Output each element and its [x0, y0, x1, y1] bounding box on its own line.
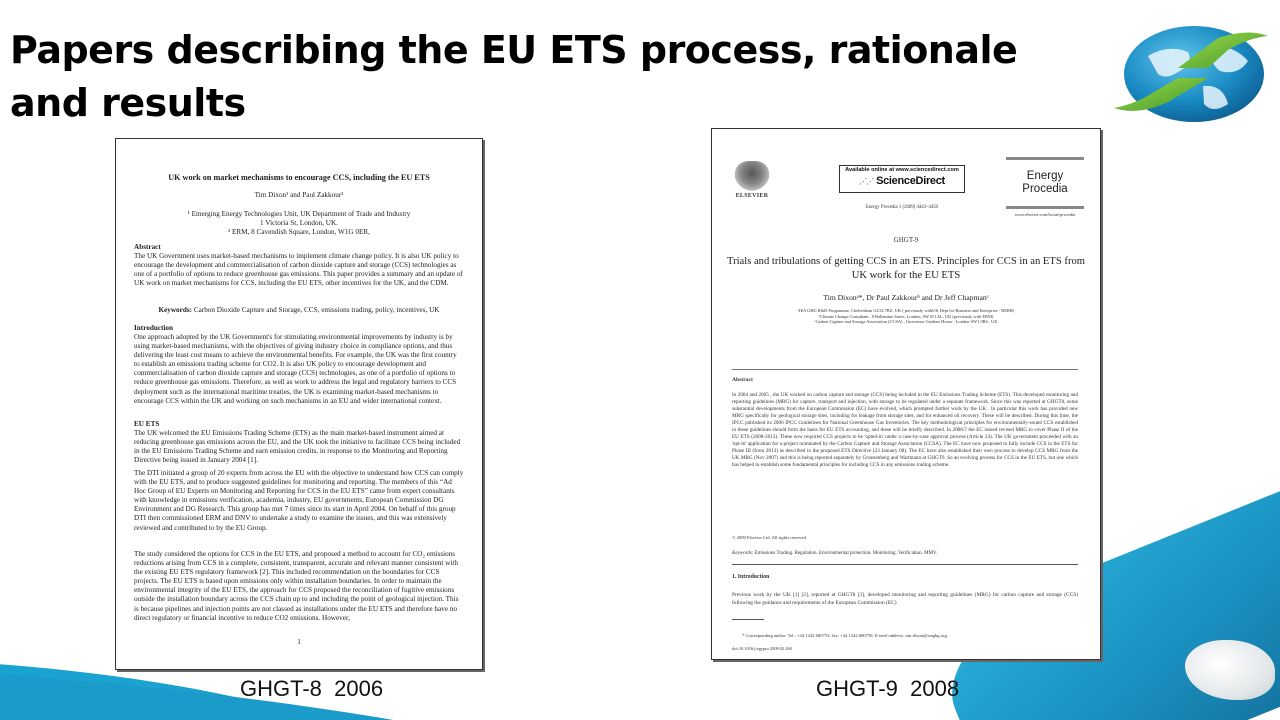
- divider: [1006, 157, 1084, 160]
- affiliation-line: 1 Victoria St, London, UK.: [260, 218, 338, 227]
- paper-ghgt8-page: [115, 138, 483, 670]
- journal-url: www.elsevier.com/locate/procedia: [1014, 212, 1076, 217]
- paper-title: Trials and tribulations of getting CCS in an ETS. Principles for CCS in an ETS from UK work for the EU ETS: [726, 256, 1086, 281]
- divider: [732, 369, 1078, 370]
- affiliation-line: ᵃIEA GHG R&D Programme, Cheltenham GL52 7RZ, UK ( previously withUK Dept for Business and Enterprise - BERR): [797, 308, 1015, 313]
- affiliation-line: ᵇClimate Change Consultant , 9 Ballantine Street, London, SW18 1AL, UK (previously with ERM): [818, 313, 994, 319]
- sciencedirect-dots-icon: ⋰⋰: [859, 177, 874, 186]
- abstract-text: In 2004 and 2005 , the UK worked on carbon capture and storage (CCS) being included in the EU Emissions Trading Scheme (ETS). This developed monitoring and reporting guidelines (MRG) for capture, transport and injection, with storage to be regulated under a separate framework. Since this was reported at GHGT8, some substantial developments from the European Commission (EC) have evolved, which prompted further work by the UK . In particular this work has provided new MRG specifically for geological storage sites, including for leakage from storage sites, and for enhanced oil recovery. These will be described. During this time, the IPCC published its 2006 IPCC Guidelines for National Greenhouse Gas Inventories. The key methodological principles for environmentally-sound CCS established in these guidelines should form the basis for EU ETS accounting, and these will be briefly described. In 2006/7 the EC issued revised MRG to cover Phase II of the EU ETS (2008-2012). These now required CCS projects to be 'opted-in' under a case-by-case approval process (Article 24). The UK government proceeded with an 'opt-in' application for a project nominated by the Carbon Capture and Storage Association (CCSA). The EC have now proposed to fully include CCS in the ETS for Phase III (from 2013) as described in the proposed ETS Directive (23 January 08). The EC have also established their own process to develop CCS MRG from the UK MRG (Nov 2007) and this is being reported separately by Groenenberg and Wartmann at GHGT9. So an evolving process for CCS in the EU ETS, but one which has helped to establish some fundamental principles for including CCS in any emissions trading scheme.: [732, 392, 1078, 469]
- introduction-text: Previous work by the UK [1] [2], reported at GHGT8 [3], developed monitoring and reporting guidelines (MRG) for carbon capture and storage (CCS) following the guidance and requirements of the European Commission (EC): [732, 592, 1078, 606]
- copyright-notice: © 2009 Elsevier Ltd. All rights reserved.: [732, 535, 807, 540]
- introduction-heading: Introduction: [134, 324, 174, 332]
- keywords-label: Keywords:: [158, 306, 193, 314]
- divider: [732, 564, 1078, 565]
- paper-affiliations: [134, 210, 464, 236]
- corresponding-author-text: * Corresponding author. Tel.: +44 1242 680753; fax: +44 1242 680758.: [742, 633, 874, 638]
- paper-title: UK work on market mechanisms to encourage CCS, including the EU ETS: [168, 173, 430, 182]
- paper-affiliations: [722, 308, 1090, 325]
- available-online-text: Available online at www.sciencedirect.com: [845, 167, 959, 173]
- email-label: E-mail address:: [874, 633, 905, 638]
- page-number: 1: [297, 638, 301, 646]
- journal-name: Energy Procedia: [1022, 170, 1068, 195]
- globe-with-green-arrows-icon: [1108, 16, 1274, 126]
- keywords-text: Emissions Trading. Regulation. Environmental protection. Monitoring. Verification. MMV.: [754, 551, 938, 556]
- sciencedirect-logo: [840, 174, 964, 189]
- study-paragraph: The study considered the options for CCS in the EU ETS, and proposed a method to account for CO₂ emissions reductions arising from CCS in a complete, consistent, transparent, accurate and relevant manner consistent with the existing EU ETS regulatory framework [2]. This included recommendation on the boundaries for CCS projects. The EU ETS is based upon emissions only within installation boundaries. In order to maintain the environmental integrity of the EU ETS, the approach for CCS proposed the reconciliation of fugitive emissions outside the installation boundary across the CCS chain up to and including the point of geological injection. This is because pipelines and injection points are not classed as installations under the EU ETS and therefore have no direct regulatory or financial incentive to reduce CO2 emissions. However,: [134, 550, 459, 622]
- divider: [1006, 206, 1084, 209]
- corresponding-author: [742, 632, 1078, 639]
- keywords: [732, 550, 1078, 557]
- keywords-text: Carbon Dioxide Capture and Storage, CCS, emissions trading, policy, incentives, UK: [193, 306, 440, 314]
- journal-masthead: [1006, 157, 1084, 218]
- caption-ghgt8: GHGT-8 2006: [240, 676, 384, 701]
- eu-ets-heading: EU ETS: [134, 420, 160, 428]
- publisher-name: ELSEVIER: [735, 193, 769, 199]
- elsevier-tree-icon: [735, 161, 769, 191]
- affiliation-line: ᶜCarbon Capture and Storage Association (CCSA) , Grosvenor Gardens House , London SW1 0BS , UK: [814, 319, 998, 325]
- keywords-label: Keywords:: [732, 551, 754, 556]
- dti-paragraph: The DTI initiated a group of 20 experts from across the EU with the objective to understand how CCS can comply with the EU ETS, and to produce suggested guidelines for monitoring and reporting. The members of this “Ad Hoc Group of EU Experts on Monitoring and Reporting for CCS in the EU ETS” came from expert consultants with knowledge in emissions verification, academia, industry, EU governments, European Commission DG Environment and DG Research. This group has met 7 times since its start in April 2004. On behalf of this group DTI then commissioned ERM and DNV to undertake a study to examine the issues, and this was extensively reviewed and contributed to by the EU Group.: [134, 469, 464, 532]
- abstract-heading: Abstract: [134, 243, 161, 251]
- affiliation-line: ¹ Emerging Energy Technologies Unit, UK Department of Trade and Industry: [187, 210, 411, 218]
- keywords: [126, 306, 472, 315]
- introduction-text: One approach adopted by the UK Government's for stimulating environmental improvements by industry is by using market-based mechanisms, with the objectives of giving industry choice in compliance options, and thus delivering the least cost means to achieve the environmental benefits. For example, the UK was the first country to establish an emissions trading scheme for CO2. It is also UK policy to encourage development and commercialisation of carbon dioxide capture and storage (CCS) technologies, as one of a portfolio of options to reduce greenhouse gas emissions. Therefore, as well as work to address the legal and regulatory barriers to CCS deployment such as the international maritime treaties, the UK is examining market-based mechanisms to encourage CCS within the UK and working on such mechanisms in an EU and wider international context.: [134, 333, 457, 405]
- eu-ets-text: The UK welcomed the EU Emissions Trading Scheme (ETS) as the main market-based instrument aimed at reducing greenhouse gas emissions across the EU, and the UK took the initiative to facilitate CCS being included in the EU Emissions Trading Scheme and earn emission credits, in response to the Monitoring and Reporting Directive being issued in January 2004 [1].: [134, 429, 461, 465]
- introduction-heading: 1. Introduction: [732, 574, 770, 580]
- abstract-heading: Abstract: [732, 377, 753, 383]
- elsevier-logo: [728, 161, 776, 209]
- caption-ghgt9: GHGT-9 2008: [816, 676, 960, 701]
- journal-reference: Energy Procedia 1 (2009) 4443–4450: [865, 205, 939, 210]
- abstract-text: The UK Government uses market-based mechanisms to implement climate change policy. It is also UK policy to encourage the development and commercialisation of carbon dioxide capture and storage (CCS) technologies as one of a portfolio of options to reduce greenhouse gas emissions. This paper provides a summary and an update of UK work on market mechanisms for CCS, including the EU ETS, other incentives for the UK, and the CDM.: [134, 252, 463, 288]
- doi: doi:10.1016/j.egypro.2009.02.260: [732, 646, 792, 651]
- footnote-divider: [732, 619, 764, 620]
- paper-authors: Tim Dixonᵃ*, Dr Paul Zakkourᵇ and Dr Jeff Chapmanᶜ: [823, 293, 989, 302]
- sciencedirect-banner: [839, 165, 965, 193]
- conference-label: GHGT-9: [893, 236, 919, 244]
- paper-ghgt9-page: [711, 128, 1101, 660]
- affiliation-line: ² ERM, 8 Cavendish Square, London, W1G 0ER,: [228, 227, 370, 236]
- sciencedirect-label: ScienceDirect: [876, 175, 945, 187]
- slide-title: Papers describing the EU ETS process, rationale and results: [10, 28, 1018, 125]
- email-address: tim.dixon@ieaghg.org.: [905, 633, 948, 638]
- paper-authors: Tim Dixon¹ and Paul Zakkour²: [254, 191, 344, 199]
